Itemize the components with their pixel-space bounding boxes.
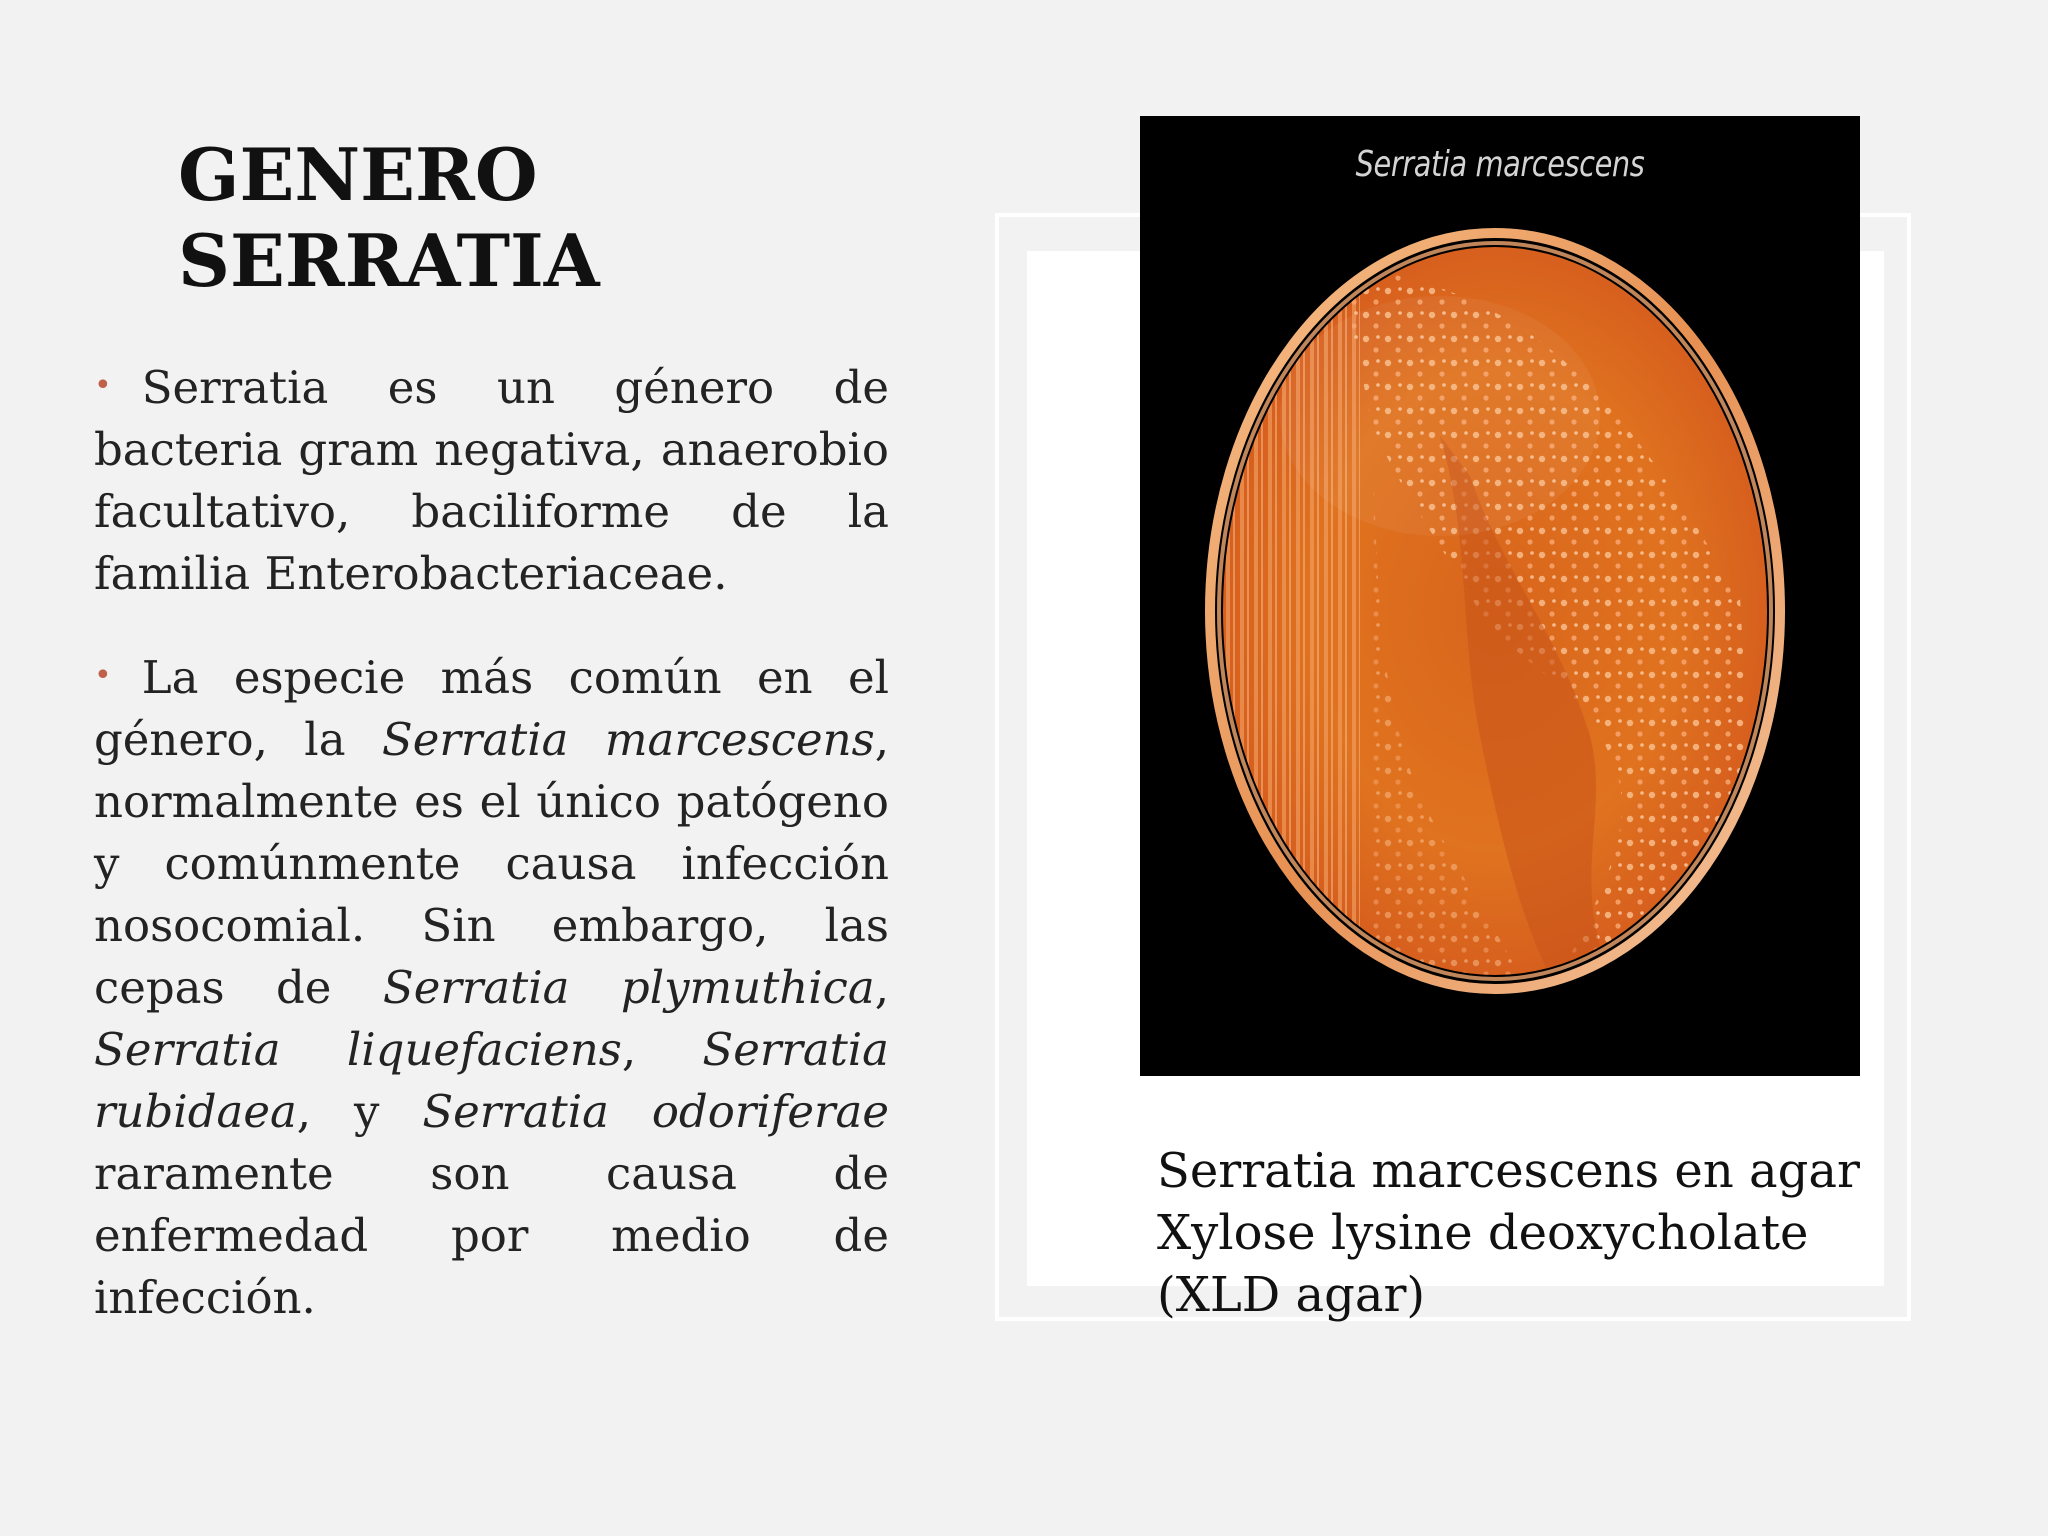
species-name: Serratia liquefaciens [94, 1023, 622, 1076]
bullet-paragraph-1 [94, 355, 889, 605]
species-name: Serratia rubidaea [94, 1023, 890, 1138]
bullet-1-text: Serratia es un género de bacteria gram negativa, anaerobio facultativo, baciliforme de la familia Enterobacteriaceae. [94, 361, 889, 600]
bullet-paragraph-2 [94, 645, 889, 1329]
slide-title [178, 132, 600, 304]
bullet-2-text-6: raramente son causa de enfermedad por medio de infección. [94, 1147, 889, 1324]
bullet-2-text-3: , [874, 961, 889, 1014]
bullet-2-text-1: La especie más común en el género, la [94, 651, 889, 766]
species-name: Serratia marcescens [381, 713, 875, 766]
petri-dish-icon [1140, 116, 1860, 1076]
caption-line-1: Serratia marcescens en agar [1157, 1143, 1860, 1199]
title-line-1: GENERO [178, 132, 538, 217]
photo-overlay-label: Serratia marcescens [1355, 144, 1645, 185]
caption-line-3: (XLD agar) [1157, 1267, 1426, 1323]
bullet-marker: • [94, 368, 112, 403]
image-caption [1157, 1140, 1877, 1326]
species-name: Serratia plymuthica [382, 961, 875, 1014]
body-text [94, 355, 889, 1369]
petri-dish-photo [1140, 116, 1860, 1076]
bullet-2-text-2: , normalmente es el único patógeno y comúnmente causa infección nosocomial. Sin embargo, las cepas de [94, 713, 889, 1014]
bullet-marker: • [94, 658, 112, 693]
title-line-2: SERRATIA [178, 218, 600, 303]
bullet-2-text-4: , [621, 1023, 703, 1076]
species-name: Serratia odoriferae [422, 1085, 889, 1138]
bullet-2-text-5: , y [296, 1085, 423, 1138]
caption-line-2: Xylose lysine deoxycholate [1157, 1205, 1809, 1261]
